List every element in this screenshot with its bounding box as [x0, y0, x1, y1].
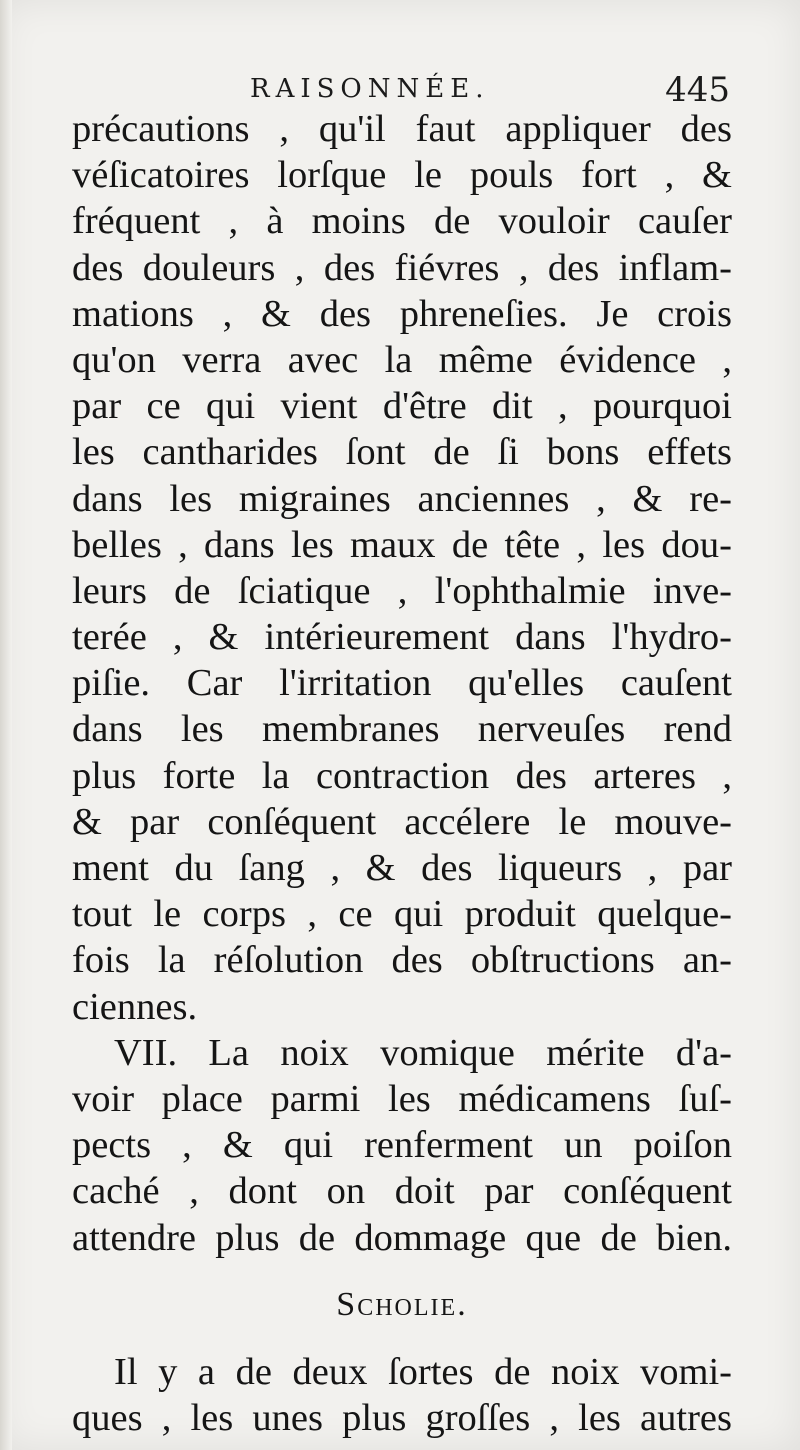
- page-number: 445: [665, 70, 730, 110]
- article-line: voir place parmi les médicamens ſuſ-: [72, 1077, 732, 1120]
- text-line: & par conſéquent accélere le mouve-: [72, 800, 732, 843]
- text-line: dans les migraines anciennes , & re-: [72, 477, 732, 520]
- text-line: tout le corps , ce qui produit quelque-: [72, 893, 732, 936]
- text-line: les cantharides ſont de ſi bons effets: [72, 431, 732, 474]
- text-line: fréquent , à moins de vouloir cauſer: [72, 200, 732, 243]
- text-line: ciennes.: [72, 985, 198, 1028]
- text-line: précautions , qu'il faut appliquer des: [72, 108, 732, 150]
- section-heading: Scholie.: [336, 1285, 468, 1323]
- page-gutter: [0, 0, 12, 1450]
- article-line: pects , & qui renferment un poiſon: [72, 1124, 732, 1167]
- scholie-line: ques , les unes plus groſſes , les autres: [72, 1396, 732, 1439]
- scholie-line: Il y a de deux ſortes de noix vomi-: [114, 1350, 732, 1393]
- text-line: des douleurs , des fiévres , des inflam-: [72, 246, 732, 289]
- article-line: attendre plus de dommage que de bien.: [72, 1216, 732, 1259]
- running-head: RAISONNÉE.: [250, 74, 490, 104]
- page-header: [250, 70, 730, 110]
- text-line: véſicatoires lorſque le pouls fort , &: [72, 154, 732, 197]
- text-line: dans les membranes nerveuſes rend: [72, 708, 732, 751]
- text-line: mations , & des phreneſies. Je crois: [72, 292, 732, 335]
- text-line: piſie. Car l'irritation qu'elles cauſent: [72, 662, 732, 705]
- text-line: qu'on verra avec la même évidence ,: [72, 338, 732, 381]
- article-line: VII. La noix vomique mérite d'a-: [114, 1031, 732, 1074]
- text-line: belles , dans les maux de tête , les dou-: [72, 523, 732, 566]
- text-line: par ce qui vient d'être dit , pourquoi: [72, 385, 732, 428]
- article-line: caché , dont on doit par conſéquent: [72, 1170, 732, 1213]
- body-text: [72, 106, 732, 1441]
- text-line: terée , & intérieurement dans l'hydro-: [72, 616, 732, 659]
- text-line: plus forte la contraction des arteres ,: [72, 754, 732, 797]
- text-line: leurs de ſciatique , l'ophthalmie inve-: [72, 569, 732, 612]
- text-line: fois la réſolution des obſtructions an-: [72, 939, 732, 982]
- text-line: ment du ſang , & des liqueurs , par: [72, 847, 732, 889]
